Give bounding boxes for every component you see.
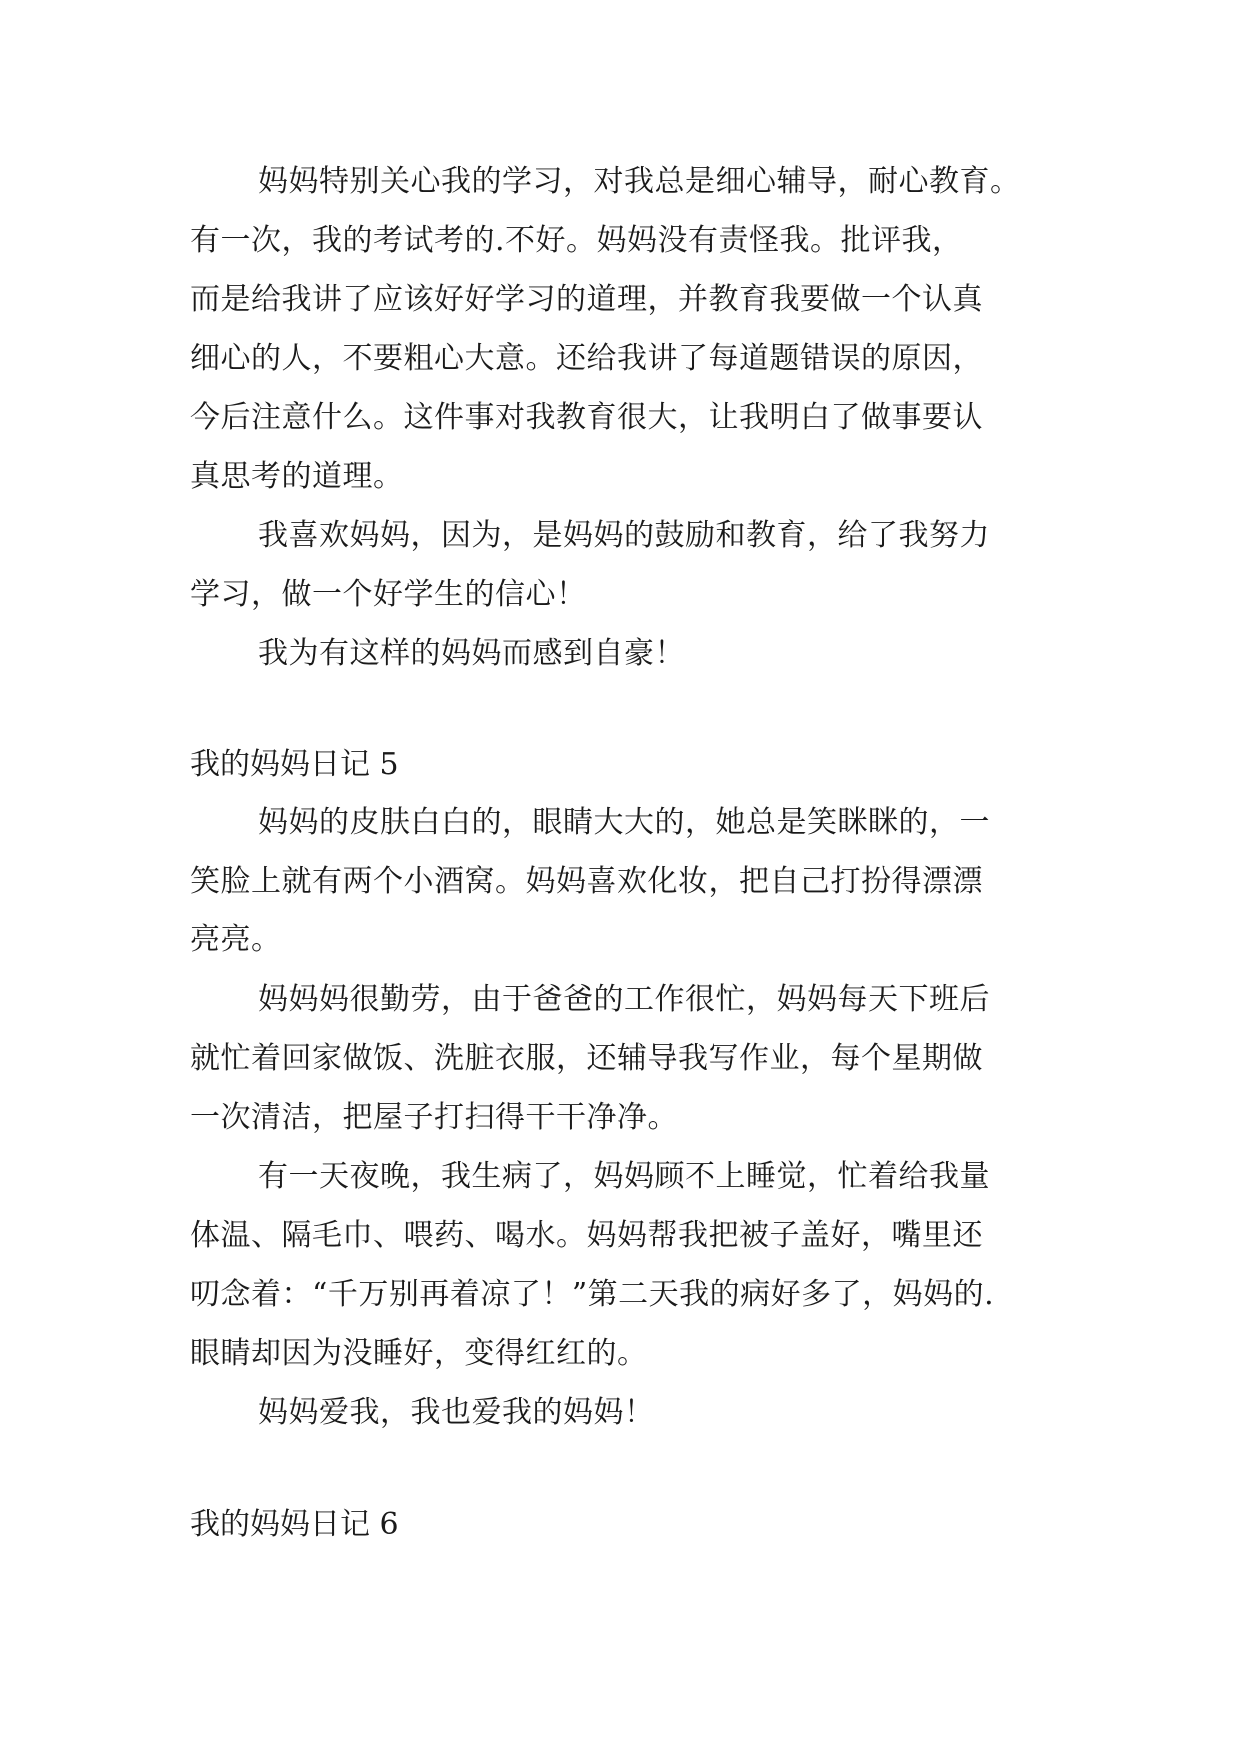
paragraph-line: 今后注意什么。这件事对我教育很大，让我明白了做事要认 (190, 400, 983, 435)
paragraph-line: 我喜欢妈妈，因为，是妈妈的鼓励和教育，给了我努力 (258, 518, 990, 553)
paragraph-line: 妈妈妈很勤劳，由于爸爸的工作很忙，妈妈每天下班后 (258, 982, 990, 1017)
section-heading: 我的妈妈日记 5 (190, 747, 399, 782)
paragraph-line: 妈妈的皮肤白白的，眼睛大大的，她总是笑眯眯的，一 (258, 805, 990, 840)
paragraph-line: 叨念着：“千万别再着凉了！”第二天我的病好多了，妈妈的. (190, 1277, 995, 1312)
paragraph-line: 学习，做一个好学生的信心！ (190, 577, 587, 612)
paragraph-line: 笑脸上就有两个小酒窝。妈妈喜欢化妆，把自己打扮得漂漂 (190, 864, 983, 899)
paragraph-line: 而是给我讲了应该好好学习的道理，并教育我要做一个认真 (190, 282, 983, 317)
paragraph-line: 我为有这样的妈妈而感到自豪！ (258, 636, 685, 671)
paragraph-line: 就忙着回家做饭、洗脏衣服，还辅导我写作业，每个星期做 (190, 1041, 983, 1076)
paragraph-line: 细心的人，不要粗心大意。还给我讲了每道题错误的原因， (190, 341, 983, 376)
paragraph-line: 有一次，我的考试考的.不好。妈妈没有责怪我。批评我， (190, 223, 963, 258)
paragraph-line: 眼睛却因为没睡好，变得红红的。 (190, 1336, 648, 1371)
paragraph-line: 亮亮。 (190, 922, 282, 957)
paragraph-line: 妈妈特别关心我的学习，对我总是细心辅导，耐心教育。 (258, 164, 1021, 199)
section-heading: 我的妈妈日记 6 (190, 1507, 399, 1542)
paragraph-line: 一次清洁，把屋子打扫得干干净净。 (190, 1100, 678, 1135)
paragraph-line: 有一天夜晚，我生病了，妈妈顾不上睡觉，忙着给我量 (258, 1159, 990, 1194)
paragraph-line: 真思考的道理。 (190, 459, 404, 494)
paragraph-line: 妈妈爱我，我也爱我的妈妈！ (258, 1395, 655, 1430)
paragraph-line: 体温、隔毛巾、喂药、喝水。妈妈帮我把被子盖好，嘴里还 (190, 1218, 983, 1253)
